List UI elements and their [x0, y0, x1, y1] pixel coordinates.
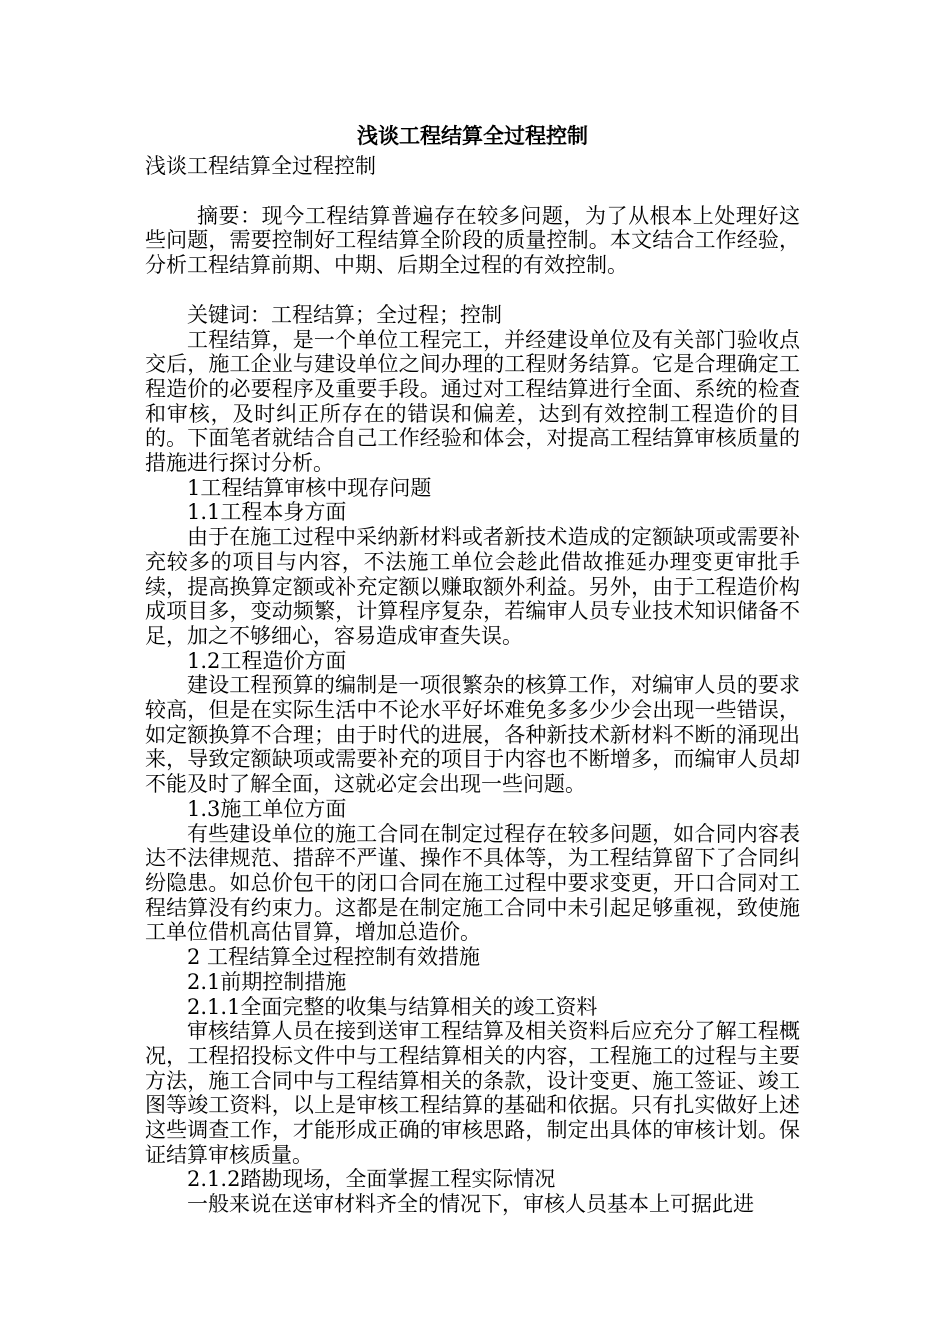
section-heading-1-1: 1.1工程本身方面 [187, 500, 347, 525]
paragraph-1-3: 有些建设单位的施工合同在制定过程存在较多问题，如合同内容表达不法律规范、措辞不严谨、操作不具体等，为工程结算留下了合同纠纷隐患。如总价包干的闭口合同在施工过程中要求变更，开口合同对工程结算没有约束力。这都是在制定施工合同中未引起足够重视，致使施工单位借机高估冒算，增加总造价。 [145, 821, 800, 945]
section-heading-2: 2 工程结算全过程控制有效措施 [187, 945, 481, 970]
paragraph-1-1: 由于在施工过程中采纳新材料或者新技术造成的定额缺项或需要补充较多的项目与内容，不法施工单位会趁此借故推延办理变更审批手续，提高换算定额或补充定额以赚取额外利益。另外，由于工程造价构成项目多，变动频繁，计算程序复杂，若编审人员专业技术知识储备不足，加之不够细心，容易造成审查失误。 [145, 525, 800, 648]
spacer [145, 179, 800, 204]
paragraph-2-1-1: 审核结算人员在接到送审工程结算及相关资料后应充分了解工程概况，工程招投标文件中与工程结算相关的内容，工程施工的过程与主要方法，施工合同中与工程结算相关的条款，设计变更、施工签证、竣工图等竣工资料，以上是审核工程结算的基础和依据。只有扎实做好上述这些调查工作，才能形成正确的审核思路，制定出具体的审核计划。保证结算审核质量。 [145, 1019, 800, 1167]
section-heading-2-1-2: 2.1.2踏勘现场，全面掌握工程实际情况 [187, 1167, 556, 1192]
section-heading-2-1-1: 2.1.1全面完整的收集与结算相关的竣工资料 [187, 994, 598, 1019]
paragraph-2-1-2: 一般来说在送审材料齐全的情况下，审核人员基本上可据此进 [187, 1192, 754, 1217]
section-heading-1-3: 1.3施工单位方面 [187, 796, 347, 821]
document-page [145, 118, 800, 1217]
section-heading-2-1: 2.1前期控制措施 [187, 969, 347, 994]
intro-paragraph: 工程结算，是一个单位工程完工，并经建设单位及有关部门验收点交后，施工企业与建设单位之间办理的工程财务结算。它是合理确定工程造价的必要程序及重要手段。通过对工程结算进行全面、系统的检查和审核，及时纠正所存在的错误和偏差，达到有效控制工程造价的目的。下面笔者就结合自己工作经验和体会，对提高工程结算审核质量的措施进行探讨分析。 [145, 327, 800, 476]
section-heading-1-2: 1.2工程造价方面 [187, 648, 347, 673]
document-title: 浅谈工程结算全过程控制 [357, 123, 588, 148]
document-subtitle: 浅谈工程结算全过程控制 [145, 154, 376, 178]
abstract-paragraph: 摘要：现今工程结算普遍存在较多问题，为了从根本上处理好这些问题，需要控制好工程结算全阶段的质量控制。本文结合工作经验，分析工程结算前期、中期、后期全过程的有效控制。 [145, 203, 800, 278]
section-heading-1: 1工程结算审核中现存问题 [187, 475, 432, 500]
paragraph-1-2: 建设工程预算的编制是一项很繁杂的核算工作，对编审人员的要求较高，但是在实际生活中不论水平好坏难免多多少少会出现一些错误，如定额换算不合理；由于时代的进展，各种新技术新材料不断的涌现出来，导致定额缺项或需要补充的项目于内容也不断增多，而编审人员却不能及时了解全面，这就必定会出现一些问题。 [145, 673, 800, 797]
spacer [145, 278, 800, 303]
keywords-line: 关键词：工程结算；全过程；控制 [187, 302, 502, 327]
